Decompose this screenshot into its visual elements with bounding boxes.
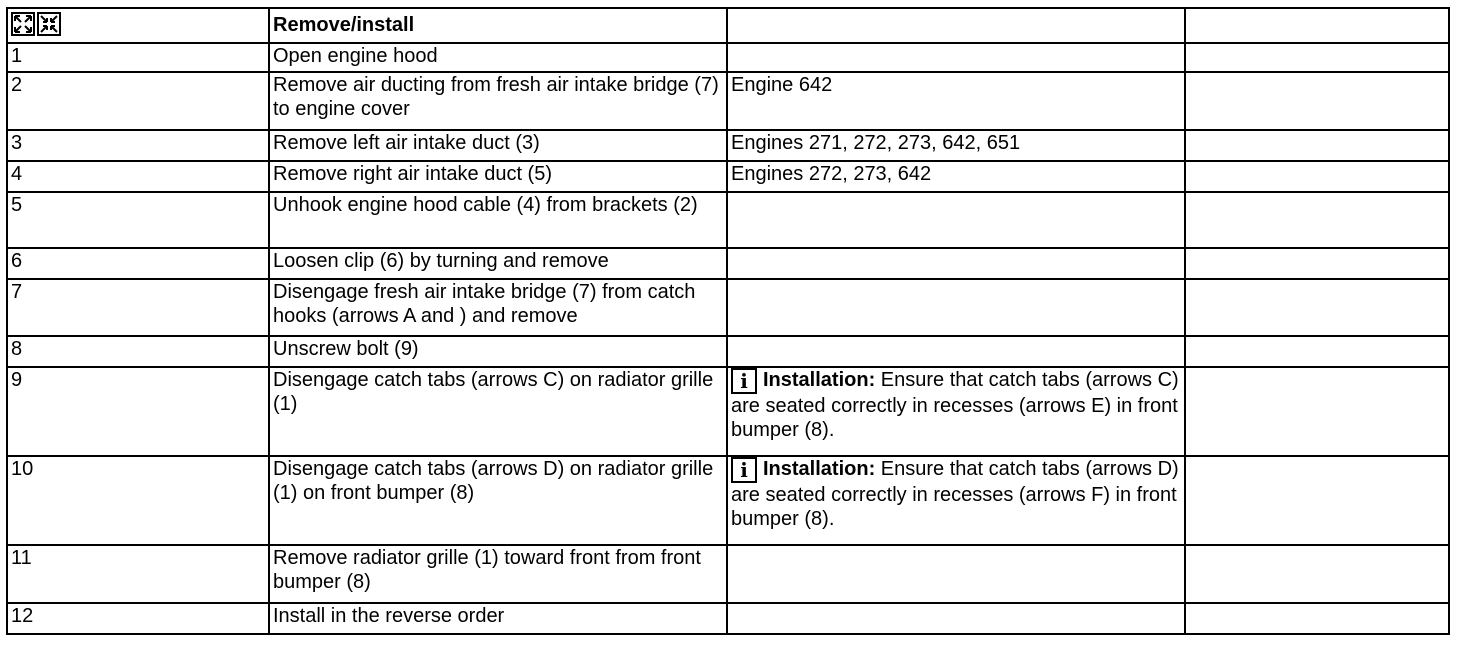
note-text: Ensure that catch tabs (arrows D) are seated correctly in recesses (arrows F) in front bumper (8). — [731, 458, 1179, 530]
step-note — [727, 43, 1185, 72]
info-icon: i — [731, 368, 757, 394]
table-row — [7, 279, 1449, 336]
expand-arrows-icon[interactable] — [11, 12, 35, 36]
note-label: Installation: — [763, 458, 876, 480]
step-text: Unhook engine hood cable (4) from brackets (2) — [269, 192, 727, 248]
table-row — [7, 456, 1449, 545]
empty-cell — [1185, 43, 1449, 72]
step-number: 4 — [7, 161, 269, 192]
step-text: Unscrew bolt (9) — [269, 336, 727, 367]
table-row — [7, 72, 1449, 130]
step-number: 11 — [7, 545, 269, 603]
step-note — [727, 279, 1185, 336]
step-number: 9 — [7, 367, 269, 456]
note-label: Installation: — [763, 369, 876, 391]
step-text: Loosen clip (6) by turning and remove — [269, 248, 727, 279]
step-text: Disengage fresh air intake bridge (7) from catch hooks (arrows A and ) and remove — [269, 279, 727, 336]
empty-cell — [1185, 456, 1449, 545]
empty-cell — [1185, 603, 1449, 634]
step-note — [727, 192, 1185, 248]
step-note — [727, 336, 1185, 367]
header-title-cell — [269, 8, 727, 43]
step-text: Disengage catch tabs (arrows C) on radiator grille (1) — [269, 367, 727, 456]
table-row — [7, 545, 1449, 603]
empty-cell — [1185, 545, 1449, 603]
installation-note — [727, 367, 1185, 456]
step-number: 12 — [7, 603, 269, 634]
step-number: 3 — [7, 130, 269, 161]
empty-cell — [1185, 248, 1449, 279]
header-row — [7, 8, 1449, 43]
step-number: 10 — [7, 456, 269, 545]
step-note: Engines 271, 272, 273, 642, 651 — [727, 130, 1185, 161]
header-empty-cell — [1185, 8, 1449, 43]
table-row — [7, 367, 1449, 456]
step-text: Remove radiator grille (1) toward front from front bumper (8) — [269, 545, 727, 603]
collapse-arrows-icon[interactable] — [37, 12, 61, 36]
step-number: 8 — [7, 336, 269, 367]
empty-cell — [1185, 279, 1449, 336]
step-note — [727, 248, 1185, 279]
table-row — [7, 603, 1449, 634]
step-note — [727, 603, 1185, 634]
step-text: Open engine hood — [269, 43, 727, 72]
installation-note — [727, 456, 1185, 545]
empty-cell — [1185, 336, 1449, 367]
procedure-table — [6, 7, 1450, 635]
table-row — [7, 192, 1449, 248]
step-text: Remove right air intake duct (5) — [269, 161, 727, 192]
step-number: 2 — [7, 72, 269, 130]
step-text: Remove left air intake duct (3) — [269, 130, 727, 161]
empty-cell — [1185, 192, 1449, 248]
step-note: Engines 272, 273, 642 — [727, 161, 1185, 192]
table-row — [7, 161, 1449, 192]
table-row — [7, 336, 1449, 367]
empty-cell — [1185, 161, 1449, 192]
empty-cell — [1185, 130, 1449, 161]
table-row — [7, 130, 1449, 161]
step-text: Install in the reverse order — [269, 603, 727, 634]
step-note — [727, 545, 1185, 603]
info-icon: i — [731, 457, 757, 483]
step-text: Disengage catch tabs (arrows D) on radiator grille (1) on front bumper (8) — [269, 456, 727, 545]
step-number: 6 — [7, 248, 269, 279]
note-text: Ensure that catch tabs (arrows C) are seated correctly in recesses (arrows E) in front bumper (8). — [731, 369, 1179, 441]
table-title: Remove/install — [273, 14, 415, 36]
header-icons-cell — [7, 8, 269, 43]
step-number: 1 — [7, 43, 269, 72]
empty-cell — [1185, 72, 1449, 130]
step-note: Engine 642 — [727, 72, 1185, 130]
table-row — [7, 248, 1449, 279]
step-number: 7 — [7, 279, 269, 336]
table-row — [7, 43, 1449, 72]
step-text: Remove air ducting from fresh air intake bridge (7) to engine cover — [269, 72, 727, 130]
empty-cell — [1185, 367, 1449, 456]
step-number: 5 — [7, 192, 269, 248]
header-empty-cell — [727, 8, 1185, 43]
